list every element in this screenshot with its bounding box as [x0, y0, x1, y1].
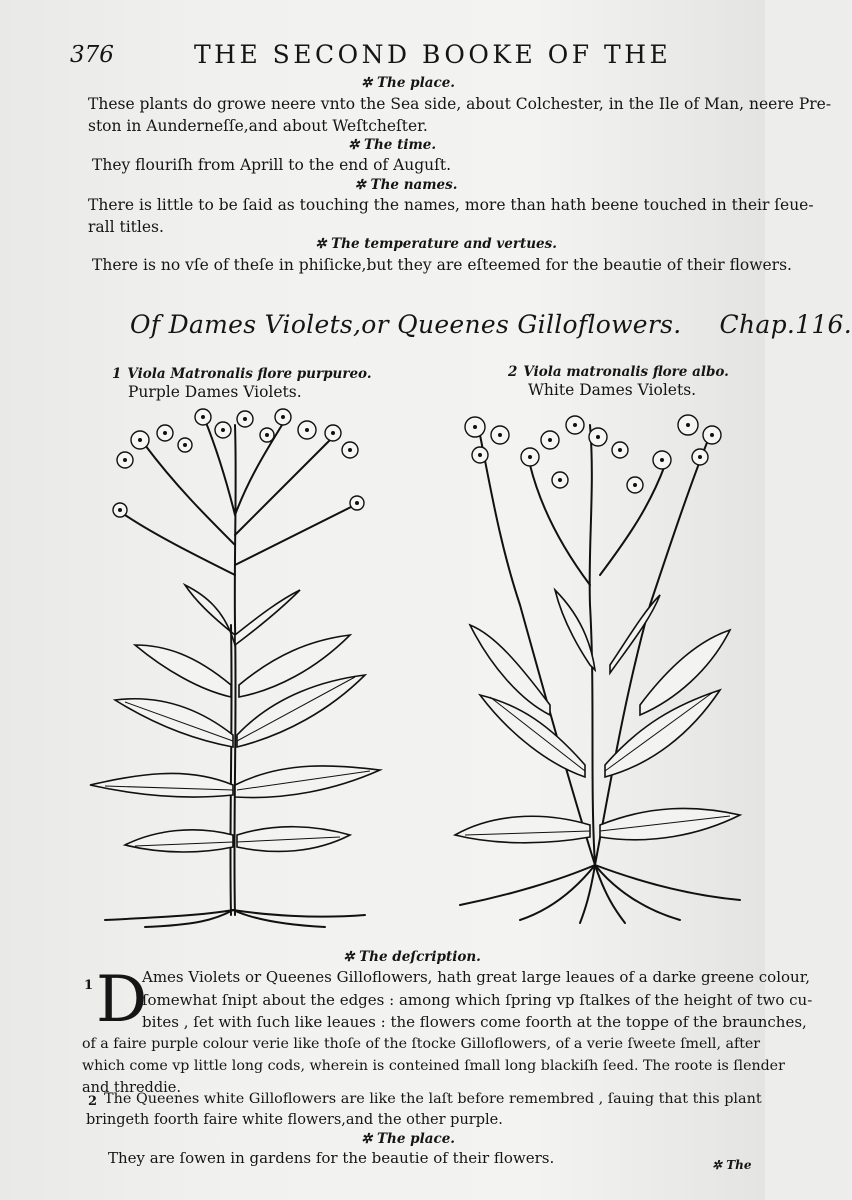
place-text-line-2: They are ſowen in gardens for the beautie of their flowers. — [108, 1149, 555, 1167]
white-dames-violet-woodcut — [450, 405, 745, 925]
running-title: THE SECOND BOOKE OF THE — [194, 40, 672, 69]
description-line: which come vp little long cods, wherein is conteined ſmall long blackiſh ſeed. The roote is ſlender — [82, 1058, 785, 1074]
figure-1-latin-name: Viola Matronalis flore purpureo. — [127, 366, 372, 382]
description-line: and threddie. — [82, 1080, 181, 1096]
catchword: ✲ The — [712, 1158, 752, 1172]
figure-2-latin-name: Viola matronalis flore albo. — [523, 364, 729, 380]
names-text-line: rall titles. — [88, 218, 164, 236]
description-line: bites , ſet with ſuch like leaues : the flowers come foorth at the toppe of the braunches, — [142, 1013, 807, 1031]
description-line: ſomewhat ſnipt about the edges : among which ſpring vp ſtalkes of the height of two cu- — [142, 991, 813, 1009]
temperature-heading: ✲ The temperature and vertues. — [315, 236, 557, 252]
description-heading: ✲ The deſcription. — [343, 949, 481, 965]
place-heading-2: ✲ The place. — [361, 1131, 455, 1147]
figure-2-english-name: White Dames Violets. — [528, 381, 697, 399]
place-text-line: ston in Aunderneſſe,and about Weſtcheſter. — [88, 117, 428, 135]
place-text-line: These plants do growe neere vnto the Sea side, about Colchester, in the Ile of Man, neere Pre- — [88, 95, 832, 113]
description-marker-2: 2 — [88, 1094, 98, 1109]
names-text-line: There is little to be ſaid as touching the names, more than hath beene touched in their ſeue- — [88, 196, 814, 214]
chapter-number: Chap.116. — [719, 310, 852, 339]
description-line: The Queenes white Gilloflowers are like the laſt before remembred , ſauing that this plant — [104, 1091, 762, 1107]
figure-2-number: 2 — [508, 364, 518, 380]
drop-cap: D — [96, 963, 148, 1037]
temperature-text-line: There is no vſe of theſe in phiſicke,but they are eſteemed for the beautie of their flowers. — [92, 256, 792, 274]
purple-dames-violet-woodcut — [85, 405, 385, 930]
figure-1-english-name: Purple Dames Violets. — [128, 383, 302, 401]
figure-1-caption — [112, 366, 372, 401]
description-line: Ames Violets or Queenes Gilloflowers, hath great large leaues of a darke greene colour, — [142, 968, 810, 986]
chapter-title — [130, 310, 852, 339]
place-heading: ✲ The place. — [361, 75, 455, 91]
page-number: 376 — [70, 42, 114, 68]
chapter-heading: Of Dames Violets,or Queenes Gilloflowers. — [130, 310, 682, 339]
figure-2-caption — [508, 364, 729, 399]
description-line: of a faire purple colour verie like thoſe of the ſtocke Gilloflowers, of a verie ſweete ſmell, after — [82, 1036, 761, 1052]
time-heading: ✲ The time. — [347, 137, 437, 153]
names-heading: ✲ The names. — [354, 177, 458, 193]
description-line: bringeth foorth faire white flowers,and the other purple. — [86, 1112, 503, 1128]
description-marker-1: 1 — [84, 978, 94, 993]
page-header — [70, 40, 710, 72]
time-text-line: They flouriſh from Aprill to the end of Auguſt. — [92, 156, 452, 174]
figure-1-number: 1 — [112, 366, 122, 382]
